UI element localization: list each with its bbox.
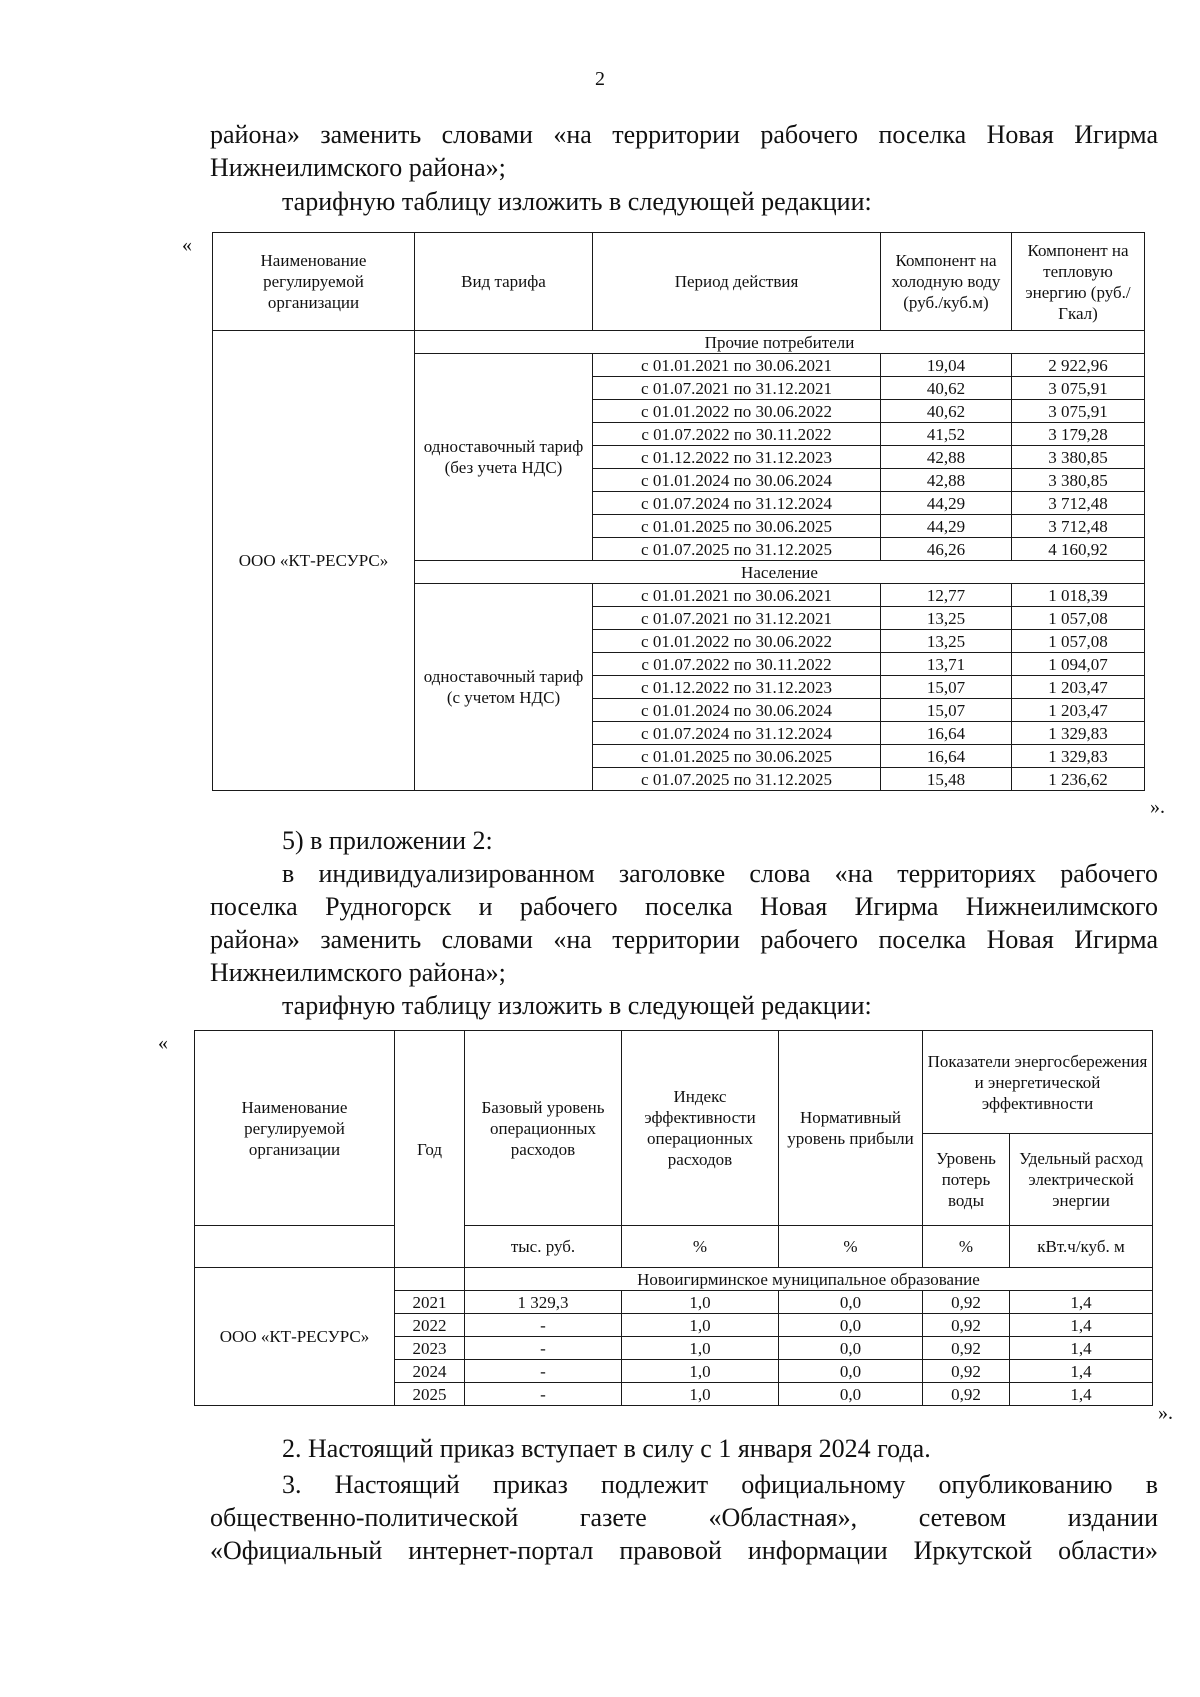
heat-cell: 1 018,39: [1012, 584, 1145, 607]
closing-item-3-line-1: 3. Настоящий приказ подлежит официальному опубликованию в: [282, 1470, 1158, 1499]
t2-consumption-cell: 1,4: [1010, 1337, 1153, 1360]
page-number: 2: [595, 68, 605, 90]
closing-item-3-line-3: «Официальный интернет-портал правовой информации Иркутской области»: [210, 1536, 1158, 1565]
cold-cell: 44,29: [881, 515, 1012, 538]
cold-cell: 13,71: [881, 653, 1012, 676]
header-cold-water: Компонент на холодную воду (руб./куб.м): [881, 233, 1012, 331]
cold-cell: 46,26: [881, 538, 1012, 561]
intro-line-2: Нижнеилимского района»;: [210, 153, 506, 182]
t2-base-cell: -: [465, 1360, 622, 1383]
cold-cell: 13,25: [881, 607, 1012, 630]
t2-base-cell: -: [465, 1383, 622, 1406]
period-cell: с 01.01.2025 по 30.06.2025: [593, 515, 881, 538]
heat-cell: 1 203,47: [1012, 676, 1145, 699]
heat-cell: 3 075,91: [1012, 400, 1145, 423]
org-name: ООО «КТ-РЕСУРС»: [213, 331, 415, 791]
heat-cell: 3 380,85: [1012, 446, 1145, 469]
t2-year-cell: 2021: [395, 1291, 465, 1314]
intro-line-3: тарифную таблицу изложить в следующей редакции:: [282, 187, 872, 216]
heat-cell: 4 160,92: [1012, 538, 1145, 561]
header-heat: Компонент на тепловую энергию (руб./Гкал): [1012, 233, 1145, 331]
closing-item-3-line-2: общественно-политической газете «Областная», сетевом издании: [210, 1503, 1158, 1532]
cold-cell: 40,62: [881, 377, 1012, 400]
t2-header-energy-group: Показатели энергосбережения и энергетической эффективности: [923, 1031, 1153, 1134]
t2-unit-consumption: кВт.ч/куб. м: [1010, 1226, 1153, 1268]
t2-year-cell: 2024: [395, 1360, 465, 1383]
table2-open-quote: «: [158, 1032, 168, 1054]
t2-consumption-cell: 1,4: [1010, 1360, 1153, 1383]
t2-index-cell: 1,0: [622, 1337, 779, 1360]
heat-cell: 3 075,91: [1012, 377, 1145, 400]
period-cell: с 01.12.2022 по 31.12.2023: [593, 446, 881, 469]
period-cell: с 01.07.2025 по 31.12.2025: [593, 538, 881, 561]
t2-year-cell: 2022: [395, 1314, 465, 1337]
closing-item-2: 2. Настоящий приказ вступает в силу с 1 января 2024 года.: [282, 1434, 931, 1463]
t2-year-empty: [395, 1268, 465, 1291]
t2-municipality: Новоигирминское муниципальное образование: [465, 1268, 1153, 1291]
period-cell: с 01.01.2022 по 30.06.2022: [593, 400, 881, 423]
cold-cell: 42,88: [881, 446, 1012, 469]
table1-open-quote: «: [182, 234, 192, 256]
cold-cell: 16,64: [881, 745, 1012, 768]
t2-base-cell: -: [465, 1314, 622, 1337]
heat-cell: 3 380,85: [1012, 469, 1145, 492]
t2-header-base: Базовый уровень операционных расходов: [465, 1031, 622, 1226]
t2-index-cell: 1,0: [622, 1360, 779, 1383]
period-cell: с 01.01.2021 по 30.06.2021: [593, 584, 881, 607]
heat-cell: 1 203,47: [1012, 699, 1145, 722]
section5-line-1: в индивидуализированном заголовке слова «на территориях рабочего: [282, 859, 1158, 888]
period-cell: с 01.07.2022 по 30.11.2022: [593, 423, 881, 446]
header-period: Период действия: [593, 233, 881, 331]
t2-base-cell: -: [465, 1337, 622, 1360]
heat-cell: 1 057,08: [1012, 630, 1145, 653]
period-cell: с 01.01.2024 по 30.06.2024: [593, 699, 881, 722]
t2-base-cell: 1 329,3: [465, 1291, 622, 1314]
section5-line-4: Нижнеилимского района»;: [210, 958, 506, 987]
indicators-table: [194, 1030, 1153, 1406]
t2-profit-cell: 0,0: [779, 1383, 923, 1406]
t2-profit-cell: 0,0: [779, 1337, 923, 1360]
period-cell: с 01.07.2021 по 31.12.2021: [593, 377, 881, 400]
cold-cell: 42,88: [881, 469, 1012, 492]
t2-unit-profit: %: [779, 1226, 923, 1268]
cold-cell: 15,07: [881, 676, 1012, 699]
t2-losses-cell: 0,92: [923, 1360, 1010, 1383]
heat-cell: 1 057,08: [1012, 607, 1145, 630]
section5-line-3: района» заменить словами «на территории рабочего поселка Новая Игирма: [210, 925, 1158, 954]
tariff-label-population: одноставочный тариф (с учетом НДС): [415, 584, 593, 791]
heat-cell: 3 712,48: [1012, 515, 1145, 538]
t2-header-losses: Уровень потерь воды: [923, 1134, 1010, 1226]
t2-index-cell: 1,0: [622, 1383, 779, 1406]
t2-profit-cell: 0,0: [779, 1291, 923, 1314]
section5-title: 5) в приложении 2:: [282, 826, 493, 855]
t2-losses-cell: 0,92: [923, 1383, 1010, 1406]
cold-cell: 44,29: [881, 492, 1012, 515]
t2-losses-cell: 0,92: [923, 1314, 1010, 1337]
heat-cell: 1 094,07: [1012, 653, 1145, 676]
t2-losses-cell: 0,92: [923, 1337, 1010, 1360]
t2-header-profit: Нормативный уровень прибыли: [779, 1031, 923, 1226]
t2-year-cell: 2025: [395, 1383, 465, 1406]
t2-index-cell: 1,0: [622, 1314, 779, 1337]
heat-cell: 2 922,96: [1012, 354, 1145, 377]
period-cell: с 01.07.2024 по 31.12.2024: [593, 492, 881, 515]
t2-year-cell: 2023: [395, 1337, 465, 1360]
heat-cell: 1 236,62: [1012, 768, 1145, 791]
t2-header-year: Год: [395, 1031, 465, 1268]
period-cell: с 01.07.2022 по 30.11.2022: [593, 653, 881, 676]
period-cell: с 01.07.2021 по 31.12.2021: [593, 607, 881, 630]
period-cell: с 01.07.2024 по 31.12.2024: [593, 722, 881, 745]
cold-cell: 12,77: [881, 584, 1012, 607]
t2-unit-base: тыс. руб.: [465, 1226, 622, 1268]
heat-cell: 3 712,48: [1012, 492, 1145, 515]
t2-losses-cell: 0,92: [923, 1291, 1010, 1314]
t2-index-cell: 1,0: [622, 1291, 779, 1314]
cold-cell: 15,48: [881, 768, 1012, 791]
cold-cell: 40,62: [881, 400, 1012, 423]
group-label-other: Прочие потребители: [415, 331, 1145, 354]
cold-cell: 41,52: [881, 423, 1012, 446]
t2-unit-losses: %: [923, 1226, 1010, 1268]
t2-org-name: ООО «КТ-РЕСУРС»: [195, 1268, 395, 1406]
tariff-table: [212, 232, 1145, 791]
section5-line-2: поселка Рудногорск и рабочего поселка Новая Игирма Нижнеилимского: [210, 892, 1158, 921]
period-cell: с 01.01.2021 по 30.06.2021: [593, 354, 881, 377]
cold-cell: 15,07: [881, 699, 1012, 722]
t2-header-consumption: Удельный расход электрической энергии: [1010, 1134, 1153, 1226]
t2-consumption-cell: 1,4: [1010, 1383, 1153, 1406]
header-org: Наименование регулируемой организации: [213, 233, 415, 331]
period-cell: с 01.01.2024 по 30.06.2024: [593, 469, 881, 492]
tariff-label-other: одноставочный тариф (без учета НДС): [415, 354, 593, 561]
heat-cell: 3 179,28: [1012, 423, 1145, 446]
period-cell: с 01.07.2025 по 31.12.2025: [593, 768, 881, 791]
t2-consumption-cell: 1,4: [1010, 1291, 1153, 1314]
section5-line-5: тарифную таблицу изложить в следующей редакции:: [282, 991, 872, 1020]
t2-consumption-cell: 1,4: [1010, 1314, 1153, 1337]
t2-profit-cell: 0,0: [779, 1314, 923, 1337]
heat-cell: 1 329,83: [1012, 745, 1145, 768]
table2-close-quote: ».: [1158, 1402, 1173, 1424]
period-cell: с 01.01.2025 по 30.06.2025: [593, 745, 881, 768]
t2-header-org: Наименование регулируемой организации: [195, 1031, 395, 1226]
group-label-population: Население: [415, 561, 1145, 584]
cold-cell: 13,25: [881, 630, 1012, 653]
t2-profit-cell: 0,0: [779, 1360, 923, 1383]
heat-cell: 1 329,83: [1012, 722, 1145, 745]
cold-cell: 16,64: [881, 722, 1012, 745]
t2-unit-org-empty: [195, 1226, 395, 1268]
period-cell: с 01.12.2022 по 31.12.2023: [593, 676, 881, 699]
header-tariff-type: Вид тарифа: [415, 233, 593, 331]
cold-cell: 19,04: [881, 354, 1012, 377]
t2-header-index: Индекс эффективности операционных расходов: [622, 1031, 779, 1226]
intro-line-1: района» заменить словами «на территории рабочего поселка Новая Игирма: [210, 120, 1158, 149]
table1-close-quote: ».: [1150, 796, 1165, 818]
t2-unit-index: %: [622, 1226, 779, 1268]
period-cell: с 01.01.2022 по 30.06.2022: [593, 630, 881, 653]
